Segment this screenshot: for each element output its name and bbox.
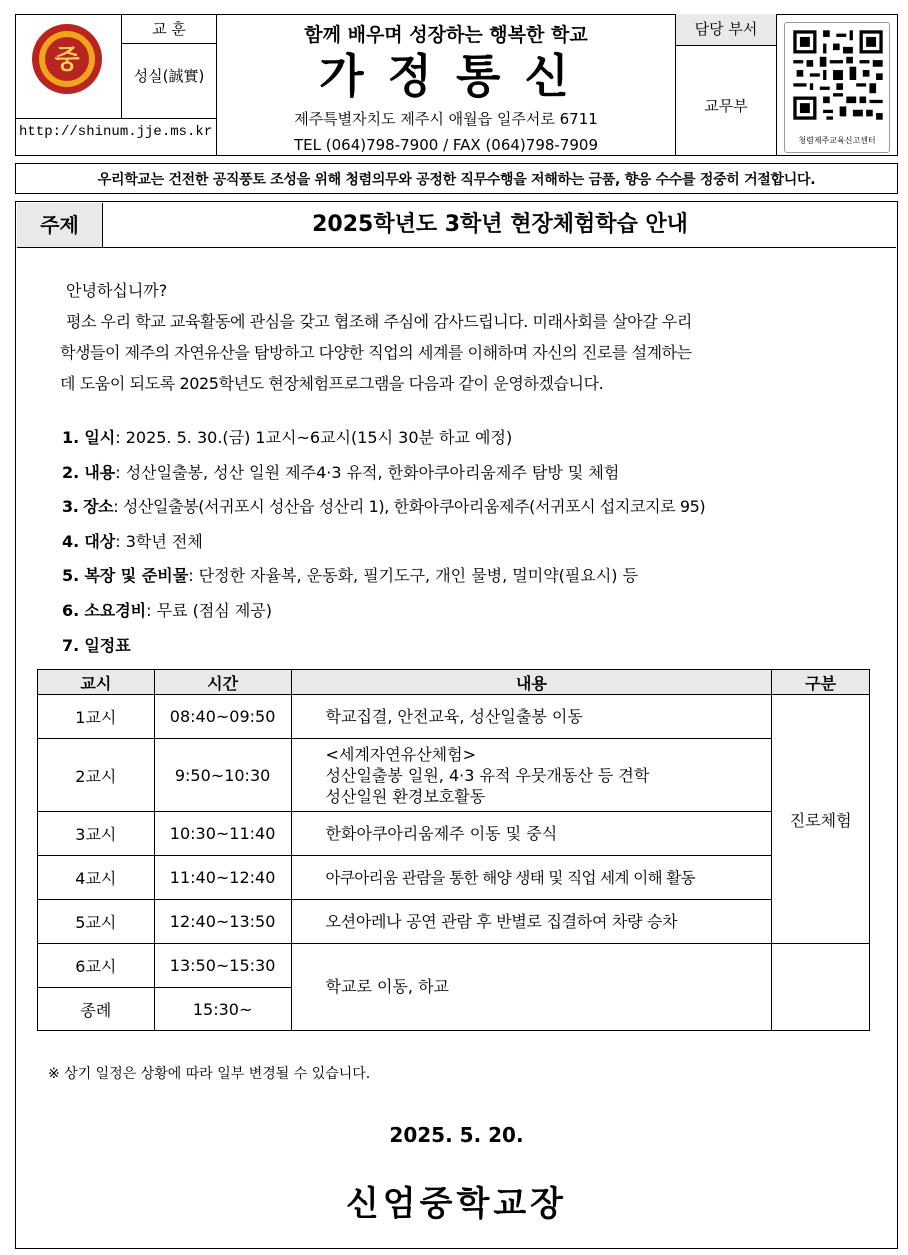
issue-date: 2025. 5. 20.: [389, 1123, 524, 1147]
footnote: ※ 상기 일정은 상황에 따라 일부 변경될 수 있습니다.: [48, 1066, 371, 1082]
period-cell: 3교시: [38, 812, 155, 856]
time-cell: 13:50~15:30: [154, 944, 291, 988]
col-header-category: 구분: [772, 670, 870, 695]
intro-line-2: 학생들이 제주의 자연유산을 탐방하고 다양한 직업의 세계를 이해하며 자신의 진로를 설계하는: [60, 343, 692, 362]
signature: 신엄중학교장: [345, 1184, 568, 1224]
item-supplies: 5. 복장 및 준비물: 단정한 자율복, 운동화, 필기도구, 개인 물병, 멀미약(필요시) 등: [62, 566, 639, 585]
table-row: [38, 856, 870, 900]
item-date: 1. 일시: 2025. 5. 30.(금) 1교시~6교시(15시 30분 하교 예정): [62, 428, 513, 447]
table-header-row: [38, 670, 870, 695]
col-header-period: 교시: [38, 670, 155, 695]
period-cell: 종례: [38, 988, 155, 1031]
time-cell: 10:30~11:40: [154, 812, 291, 856]
period-cell: 4교시: [38, 856, 155, 900]
content-cell: 학교로 이동, 하교: [291, 944, 772, 1031]
col-header-time: 시간: [154, 670, 291, 695]
time-cell: 15:30~: [154, 988, 291, 1031]
qr-code[interactable]: [784, 22, 890, 153]
subject-label: 주제: [17, 203, 103, 247]
school-slogan: 함께 배우며 성장하는 행복한 학교: [304, 24, 588, 46]
content-cell: <세계자연유산체험> 성산일출봉 일원, 4·3 유적 우뭇개동산 등 견학 성산일원 환경보호활동: [291, 739, 772, 812]
table-row: [38, 695, 870, 739]
qr-caption: 청렴제주교육신고센터: [798, 136, 876, 145]
time-cell: 9:50~10:30: [154, 739, 291, 812]
item-cost: 6. 소요경비: 무료 (점심 제공): [62, 601, 273, 620]
period-cell: 6교시: [38, 944, 155, 988]
table-row: [38, 900, 870, 944]
dept-label: 담당 부서: [676, 14, 776, 45]
dept-value: 교무부: [704, 97, 748, 115]
col-header-content: 내용: [291, 670, 772, 695]
item-place: 3. 장소: 성산일출봉(서귀포시 성산읍 성산리 1), 한화아쿠아리움제주(서귀포시 섭지코지로 95): [62, 497, 706, 516]
school-address: 제주특별자치도 제주시 애월읍 일주서로 6711: [294, 110, 598, 128]
page-title: 가 정 통 신: [319, 49, 573, 103]
table-row: [38, 739, 870, 812]
table-row: [38, 812, 870, 856]
period-cell: 1교시: [38, 695, 155, 739]
integrity-notice: 우리학교는 건전한 공직풍토 조성을 위해 청렴의무와 공정한 직무수행을 저해하는 금품, 향응 수수를 정중히 거절합니다.: [97, 172, 816, 188]
motto-label: 교 훈: [152, 20, 186, 38]
intro-line-3: 데 도움이 되도록 2025학년도 현장체험프로그램을 다음과 같이 운영하겠습니다.: [60, 374, 604, 393]
time-cell: 11:40~12:40: [154, 856, 291, 900]
motto-value: 성실(誠實): [133, 67, 205, 85]
period-cell: 5교시: [38, 900, 155, 944]
content-cell: 학교집결, 안전교육, 성산일출봉 이동: [291, 695, 772, 739]
school-url: http://shinum.jje.ms.kr: [19, 124, 213, 140]
time-cell: 08:40~09:50: [154, 695, 291, 739]
category-cell: 진로체험: [772, 695, 870, 944]
item-target: 4. 대상: 3학년 전체: [62, 532, 203, 551]
logo-char: 중: [54, 45, 80, 75]
period-cell: 2교시: [38, 739, 155, 812]
schedule-table: [37, 669, 870, 1031]
content-cell: 아쿠아리움 관람을 통한 해양 생태 및 직업 세계 이해 활동: [291, 856, 772, 900]
intro-line-1: 평소 우리 학교 교육활동에 관심을 갖고 협조해 주심에 감사드립니다. 미래사회를 살아갈 우리: [66, 312, 692, 331]
content-cell: 오션아레나 공연 관람 후 반별로 집결하여 차량 승차: [291, 900, 772, 944]
greeting: 안녕하십니까?: [66, 281, 168, 300]
subject-title: 2025학년도 3학년 현장체험학습 안내: [312, 212, 688, 237]
school-phone-fax: TEL (064)798-7900 / FAX (064)798-7909: [293, 136, 598, 154]
school-logo: [30, 22, 104, 96]
item-schedule: 7. 일정표: [62, 636, 131, 655]
table-row: [38, 944, 870, 988]
content-cell: 한화아쿠아리움제주 이동 및 중식: [291, 812, 772, 856]
time-cell: 12:40~13:50: [154, 900, 291, 944]
category-cell-empty: [772, 944, 870, 1031]
item-content: 2. 내용: 성산일출봉, 성산 일원 제주4·3 유적, 한화아쿠아리움제주 탐방 및 체험: [62, 463, 620, 482]
